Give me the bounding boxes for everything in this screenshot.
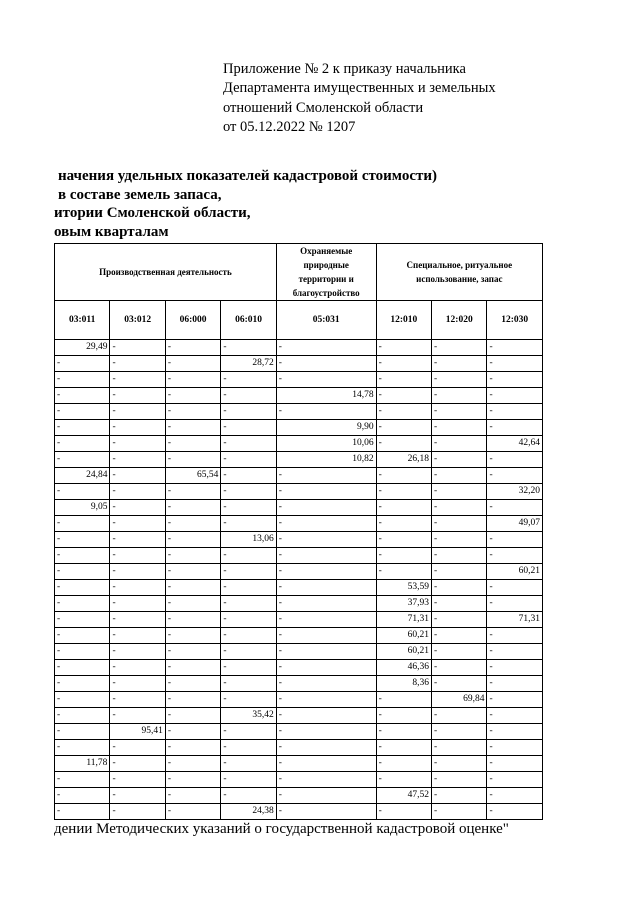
- table-cell: -: [276, 596, 376, 612]
- table-cell: -: [432, 468, 487, 484]
- table-cell: -: [55, 516, 110, 532]
- table-cell: 13,06: [221, 532, 276, 548]
- table-cell: -: [487, 756, 543, 772]
- table-cell: -: [110, 532, 165, 548]
- table-cell: -: [221, 468, 276, 484]
- table-cell: -: [487, 548, 543, 564]
- column-header-row: [55, 301, 543, 340]
- table-cell: -: [221, 692, 276, 708]
- table-cell: 60,21: [376, 628, 431, 644]
- table-row: [55, 644, 543, 660]
- footer-text: дении Методических указаний о государственной кадастровой оценке": [54, 821, 509, 837]
- table-cell: -: [276, 612, 376, 628]
- table-cell: -: [487, 452, 543, 468]
- table-cell: -: [376, 532, 431, 548]
- group-header-protected-areas: Охраняемые природные территории и благоустройство: [276, 244, 376, 301]
- table-cell: -: [55, 356, 110, 372]
- table-cell: -: [432, 388, 487, 404]
- table-cell: -: [221, 516, 276, 532]
- table-cell: -: [376, 356, 431, 372]
- table-cell: -: [221, 564, 276, 580]
- table-cell: -: [165, 564, 220, 580]
- table-cell: -: [376, 340, 431, 356]
- table-cell: -: [55, 612, 110, 628]
- table-cell: -: [487, 692, 543, 708]
- table-cell: 53,59: [376, 580, 431, 596]
- table-cell: -: [110, 628, 165, 644]
- table-cell: -: [432, 420, 487, 436]
- table-cell: -: [432, 532, 487, 548]
- table-cell: -: [432, 500, 487, 516]
- table-cell: -: [487, 740, 543, 756]
- table-row: [55, 516, 543, 532]
- table-cell: -: [276, 372, 376, 388]
- table-cell: -: [487, 788, 543, 804]
- table-cell: -: [276, 772, 376, 788]
- table-cell: -: [221, 340, 276, 356]
- table-cell: -: [221, 452, 276, 468]
- table-cell: -: [487, 644, 543, 660]
- table-cell: -: [376, 692, 431, 708]
- table-cell: -: [487, 708, 543, 724]
- table-cell: -: [432, 772, 487, 788]
- table-cell: -: [376, 388, 431, 404]
- table-cell: -: [276, 468, 376, 484]
- table-cell: -: [221, 724, 276, 740]
- table-cell: -: [221, 548, 276, 564]
- document-title: [54, 167, 474, 241]
- table-cell: -: [432, 708, 487, 724]
- table-cell: -: [110, 500, 165, 516]
- table-cell: -: [432, 628, 487, 644]
- table-cell: -: [110, 708, 165, 724]
- table-cell: 65,54: [165, 468, 220, 484]
- table-cell: -: [55, 404, 110, 420]
- table-cell: -: [376, 436, 431, 452]
- table-row: [55, 404, 543, 420]
- group-header-special-use: Специальное, ритуальное использование, запас: [376, 244, 542, 301]
- table-cell: -: [487, 468, 543, 484]
- table-row: [55, 452, 543, 468]
- table-cell: -: [432, 484, 487, 500]
- table-cell: -: [376, 740, 431, 756]
- table-cell: -: [165, 772, 220, 788]
- table-cell: -: [165, 484, 220, 500]
- table-cell: -: [221, 388, 276, 404]
- column-header: 06:000: [165, 301, 220, 340]
- table-cell: -: [276, 356, 376, 372]
- table-cell: -: [487, 372, 543, 388]
- table-cell: -: [276, 548, 376, 564]
- table-cell: -: [376, 484, 431, 500]
- table-cell: -: [376, 468, 431, 484]
- table-cell: -: [376, 548, 431, 564]
- table-row: [55, 500, 543, 516]
- table-cell: -: [221, 772, 276, 788]
- group-header-row: [55, 244, 543, 301]
- table-cell: -: [487, 660, 543, 676]
- group-header-production: Производственная деятельность: [55, 244, 277, 301]
- table-cell: -: [55, 420, 110, 436]
- table-cell: -: [376, 500, 431, 516]
- table-cell: -: [110, 580, 165, 596]
- table-cell: -: [432, 356, 487, 372]
- table-cell: -: [110, 660, 165, 676]
- appendix-line: Департамента имущественных и земельных: [223, 80, 496, 97]
- table-cell: -: [432, 676, 487, 692]
- table-cell: -: [432, 724, 487, 740]
- table-cell: -: [432, 340, 487, 356]
- table-cell: -: [221, 628, 276, 644]
- table-cell: -: [221, 676, 276, 692]
- table-cell: -: [165, 660, 220, 676]
- table-cell: -: [487, 356, 543, 372]
- appendix-line: от 05.12.2022 № 1207: [223, 119, 356, 136]
- table-cell: -: [487, 804, 543, 820]
- table-cell: -: [276, 756, 376, 772]
- table-row: [55, 724, 543, 740]
- table-cell: -: [376, 404, 431, 420]
- table-cell: -: [432, 740, 487, 756]
- table-cell: -: [165, 692, 220, 708]
- table-row: [55, 756, 543, 772]
- table-cell: -: [55, 724, 110, 740]
- table-row: [55, 356, 543, 372]
- table-row: [55, 708, 543, 724]
- table-cell: -: [110, 740, 165, 756]
- column-header: 05:031: [276, 301, 376, 340]
- table-cell: 46,36: [376, 660, 431, 676]
- table-row: [55, 436, 543, 452]
- table-cell: -: [276, 484, 376, 500]
- table-cell: -: [221, 660, 276, 676]
- table-cell: -: [376, 516, 431, 532]
- table-row: [55, 420, 543, 436]
- table-cell: -: [432, 516, 487, 532]
- table-cell: -: [221, 740, 276, 756]
- table-cell: -: [110, 644, 165, 660]
- table-cell: -: [376, 772, 431, 788]
- table-cell: -: [221, 644, 276, 660]
- table-cell: -: [55, 564, 110, 580]
- table-cell: -: [165, 724, 220, 740]
- table-cell: -: [165, 628, 220, 644]
- table-cell: -: [487, 596, 543, 612]
- table-cell: -: [55, 532, 110, 548]
- table-cell: -: [276, 532, 376, 548]
- table-cell: -: [165, 372, 220, 388]
- table-cell: 10,82: [276, 452, 376, 468]
- table-cell: -: [432, 660, 487, 676]
- table-cell: -: [165, 436, 220, 452]
- table-cell: -: [55, 644, 110, 660]
- table-cell: -: [55, 372, 110, 388]
- table-row: [55, 564, 543, 580]
- table-cell: -: [487, 676, 543, 692]
- table-cell: -: [55, 692, 110, 708]
- table-cell: -: [110, 596, 165, 612]
- table-cell: -: [221, 612, 276, 628]
- table-cell: 10,06: [276, 436, 376, 452]
- table-cell: -: [487, 500, 543, 516]
- table-cell: -: [110, 772, 165, 788]
- table-cell: -: [432, 644, 487, 660]
- table-cell: -: [432, 756, 487, 772]
- table-cell: -: [432, 372, 487, 388]
- table-cell: 42,64: [487, 436, 543, 452]
- table-cell: -: [376, 804, 431, 820]
- table-cell: -: [165, 420, 220, 436]
- table-cell: -: [165, 516, 220, 532]
- appendix-line: Приложение № 2 к приказу начальника: [223, 61, 466, 77]
- table-cell: 24,84: [55, 468, 110, 484]
- table-cell: -: [55, 580, 110, 596]
- table-cell: -: [55, 452, 110, 468]
- table-row: [55, 772, 543, 788]
- title-line: в составе земель запаса,: [58, 186, 222, 203]
- table-cell: -: [110, 420, 165, 436]
- table-cell: -: [110, 564, 165, 580]
- appendix-header: [223, 60, 553, 138]
- table-cell: -: [165, 740, 220, 756]
- table-cell: -: [487, 388, 543, 404]
- table-cell: -: [110, 612, 165, 628]
- table-row: [55, 676, 543, 692]
- table-row: [55, 340, 543, 356]
- table-cell: -: [432, 612, 487, 628]
- table-row: [55, 548, 543, 564]
- table-cell: -: [165, 644, 220, 660]
- table-cell: -: [276, 724, 376, 740]
- table-cell: -: [110, 692, 165, 708]
- table-row: [55, 484, 543, 500]
- table-row: [55, 612, 543, 628]
- table-cell: -: [376, 372, 431, 388]
- table-cell: -: [165, 580, 220, 596]
- table-cell: -: [165, 596, 220, 612]
- table-cell: -: [55, 772, 110, 788]
- table-cell: -: [110, 484, 165, 500]
- column-header: 03:011: [55, 301, 110, 340]
- table-cell: 24,38: [221, 804, 276, 820]
- table-row: [55, 580, 543, 596]
- table-cell: -: [376, 564, 431, 580]
- table-cell: -: [165, 404, 220, 420]
- table-cell: -: [55, 388, 110, 404]
- table-cell: -: [110, 548, 165, 564]
- table-cell: 14,78: [276, 388, 376, 404]
- table-cell: -: [110, 516, 165, 532]
- table-cell: 71,31: [487, 612, 543, 628]
- column-header: 12:030: [487, 301, 543, 340]
- table-cell: -: [110, 388, 165, 404]
- table-cell: -: [110, 676, 165, 692]
- table-cell: -: [221, 372, 276, 388]
- table-cell: -: [276, 580, 376, 596]
- table-cell: -: [487, 724, 543, 740]
- table-row: [55, 372, 543, 388]
- table-cell: -: [55, 660, 110, 676]
- table-cell: 37,93: [376, 596, 431, 612]
- table-cell: -: [110, 756, 165, 772]
- table-cell: 32,20: [487, 484, 543, 500]
- table-cell: -: [110, 452, 165, 468]
- table-cell: -: [276, 628, 376, 644]
- table-cell: -: [110, 436, 165, 452]
- table-cell: -: [55, 708, 110, 724]
- column-header: 03:012: [110, 301, 165, 340]
- table-cell: -: [276, 500, 376, 516]
- table-cell: -: [276, 644, 376, 660]
- table-cell: 9,90: [276, 420, 376, 436]
- table-row: [55, 468, 543, 484]
- table-cell: -: [55, 628, 110, 644]
- table-cell: -: [221, 756, 276, 772]
- appendix-line: отношений Смоленской области: [223, 99, 424, 116]
- table-cell: -: [376, 420, 431, 436]
- table-cell: -: [165, 676, 220, 692]
- table-cell: -: [221, 788, 276, 804]
- table-row: [55, 596, 543, 612]
- table-cell: -: [432, 580, 487, 596]
- table-cell: -: [110, 340, 165, 356]
- table-cell: -: [55, 676, 110, 692]
- table-cell: 47,52: [376, 788, 431, 804]
- table-cell: -: [487, 772, 543, 788]
- table-cell: -: [55, 596, 110, 612]
- column-header: 12:010: [376, 301, 431, 340]
- table-cell: 11,78: [55, 756, 110, 772]
- table-cell: 26,18: [376, 452, 431, 468]
- table-row: [55, 532, 543, 548]
- table-cell: -: [487, 404, 543, 420]
- table-cell: -: [221, 436, 276, 452]
- table-row: [55, 804, 543, 820]
- table-cell: 69,84: [432, 692, 487, 708]
- table-cell: -: [276, 804, 376, 820]
- table-cell: 71,31: [376, 612, 431, 628]
- table-cell: -: [487, 628, 543, 644]
- table-cell: -: [221, 404, 276, 420]
- table-cell: 60,21: [376, 644, 431, 660]
- title-line: овым кварталам: [54, 223, 169, 240]
- table-cell: -: [276, 404, 376, 420]
- table-row: [55, 660, 543, 676]
- table-cell: -: [276, 340, 376, 356]
- table-row: [55, 628, 543, 644]
- table-cell: -: [110, 804, 165, 820]
- table-cell: -: [165, 388, 220, 404]
- table-cell: -: [165, 500, 220, 516]
- table-cell: -: [221, 596, 276, 612]
- table-cell: -: [432, 804, 487, 820]
- table-cell: -: [276, 692, 376, 708]
- table-cell: -: [276, 788, 376, 804]
- table-cell: -: [165, 340, 220, 356]
- table-cell: -: [165, 356, 220, 372]
- table-row: [55, 692, 543, 708]
- table-cell: -: [165, 548, 220, 564]
- table-row: [55, 788, 543, 804]
- table-cell: -: [165, 756, 220, 772]
- table-cell: 49,07: [487, 516, 543, 532]
- table-cell: -: [55, 740, 110, 756]
- table-cell: -: [110, 468, 165, 484]
- table-cell: -: [110, 356, 165, 372]
- column-header: 12:020: [432, 301, 487, 340]
- table-cell: -: [487, 420, 543, 436]
- table-cell: 95,41: [110, 724, 165, 740]
- table-cell: 60,21: [487, 564, 543, 580]
- table-cell: -: [165, 804, 220, 820]
- table-cell: -: [487, 532, 543, 548]
- table-cell: -: [432, 788, 487, 804]
- table-cell: -: [110, 404, 165, 420]
- table-cell: -: [55, 804, 110, 820]
- table-cell: -: [432, 564, 487, 580]
- table-cell: -: [165, 452, 220, 468]
- table-cell: -: [376, 724, 431, 740]
- table-cell: -: [432, 452, 487, 468]
- table-cell: -: [376, 756, 431, 772]
- table-cell: -: [276, 516, 376, 532]
- table-cell: -: [165, 532, 220, 548]
- table-row: [55, 388, 543, 404]
- cadastral-value-table: [54, 243, 543, 820]
- table-cell: -: [276, 676, 376, 692]
- table-cell: -: [55, 436, 110, 452]
- column-header: 06:010: [221, 301, 276, 340]
- table-cell: 28,72: [221, 356, 276, 372]
- table-cell: -: [432, 404, 487, 420]
- table-cell: 29,49: [55, 340, 110, 356]
- table-cell: -: [165, 708, 220, 724]
- table-cell: -: [276, 740, 376, 756]
- table-cell: -: [487, 340, 543, 356]
- table-cell: -: [110, 788, 165, 804]
- table-cell: 9,05: [55, 500, 110, 516]
- table-cell: -: [55, 788, 110, 804]
- table-cell: -: [55, 484, 110, 500]
- table-cell: -: [376, 708, 431, 724]
- table-cell: -: [221, 580, 276, 596]
- table-cell: -: [165, 612, 220, 628]
- table-cell: -: [432, 596, 487, 612]
- table-cell: -: [221, 500, 276, 516]
- table-cell: -: [276, 708, 376, 724]
- table-cell: -: [110, 372, 165, 388]
- table-cell: -: [487, 580, 543, 596]
- table-cell: -: [55, 548, 110, 564]
- title-line: итории Смоленской области,: [54, 205, 251, 222]
- table-cell: -: [276, 564, 376, 580]
- table-cell: -: [165, 788, 220, 804]
- table-cell: 8,36: [376, 676, 431, 692]
- table-cell: 35,42: [221, 708, 276, 724]
- table-cell: -: [432, 548, 487, 564]
- table-cell: -: [432, 436, 487, 452]
- title-line: начения удельных показателей кадастровой стоимости): [58, 168, 437, 184]
- table-cell: -: [221, 420, 276, 436]
- table-cell: -: [221, 484, 276, 500]
- table-cell: -: [276, 660, 376, 676]
- table-row: [55, 740, 543, 756]
